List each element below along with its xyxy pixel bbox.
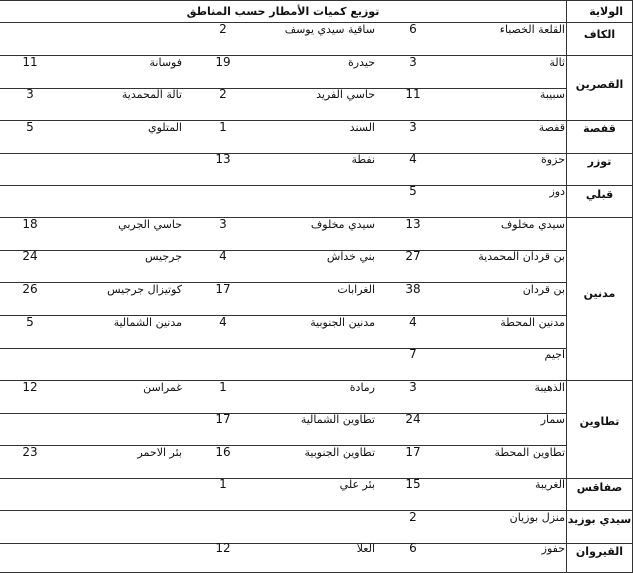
place-name: نفطة [351,153,375,166]
rainfall-value: 38 [405,281,421,296]
place-name: سيدي مخلوف [500,217,565,231]
rainfall-value: 17 [215,412,231,426]
rainfall-value: 4 [219,314,227,329]
place-name: جرجيس [144,250,182,263]
rainfall-value: 18 [22,216,38,231]
rainfall-value: 24 [22,249,38,263]
rainfall-value: 12 [22,379,38,394]
table-border-top [0,0,633,1]
rainfall-value: 4 [409,152,417,166]
place-name: سيدي مخلوف [310,217,375,231]
rainfall-value: 3 [219,216,227,231]
governorate-name: قبلي [585,188,614,201]
rainfall-value: 15 [405,477,421,491]
rainfall-value: 23 [22,444,38,459]
rainfall-value: 4 [409,314,417,329]
rainfall-value: 5 [26,314,34,329]
governorate-name: تطاوين [579,415,620,428]
place-name: حفوز [541,542,565,555]
place-name: بئر الاحمر [137,445,182,459]
place-name: مدنين الشمالية [113,315,182,329]
rainfall-value: 4 [219,249,227,263]
place-name: تطاوين الشمالية [300,413,375,426]
place-name: بن قردان [522,282,565,296]
rainfall-value: 3 [409,119,417,134]
rainfall-value: 17 [215,281,231,296]
rainfall-value: 26 [22,281,38,296]
row-separator [0,348,566,349]
row-separator [0,88,566,89]
rainfall-value: 3 [409,379,417,394]
rainfall-value: 27 [405,249,421,263]
place-name: السند [349,120,375,134]
rainfall-value: 1 [219,379,227,394]
header-title: توزيع كميات الأمطار حسب المناطق [186,5,380,18]
rainfall-value: 3 [409,54,417,69]
governorate-name: القصرين [575,78,624,91]
place-name: المتلوي [147,120,182,134]
rainfall-value: 6 [409,541,417,555]
header-wilaya: الولاية [589,5,623,18]
place-name: حاسي الجربي [118,217,182,231]
governorate-name: مدنين [583,287,616,300]
rainfall-value: 7 [409,347,417,361]
place-name: سبيبة [539,88,565,101]
rainfall-value: 11 [405,87,421,101]
place-name: بني خداش [326,250,375,263]
row-separator [0,445,566,446]
rainfall-value: 5 [409,184,417,198]
governorate-name: الكاف [583,28,616,41]
place-name: سمار [540,413,565,426]
rainfall-value: 24 [405,412,421,426]
governorate-name: القيروان [575,545,624,558]
rainfall-value: 2 [219,22,227,36]
rainfall-value: 11 [22,54,38,69]
rainfall-value: 16 [215,444,231,459]
place-name: كوتيزال جرجيس [107,282,182,296]
rainfall-value: 2 [409,509,417,524]
place-name: دوز [549,185,565,198]
rainfall-value: 17 [405,444,421,459]
place-name: ثالة [549,55,565,69]
place-name: الغريبة [534,478,565,491]
rainfall-value: 6 [409,22,417,36]
rainfall-value: 2 [219,87,227,101]
place-name: تالة المحمدية [121,88,182,101]
place-name: مدنين المحطة [500,315,565,329]
place-name: تطاوين المحطة [494,445,565,459]
place-name: حزوة [541,153,565,166]
place-name: غمراسن [143,380,182,394]
place-name: فوسانة [149,55,182,69]
row-separator [0,543,633,544]
rainfall-value: 1 [219,119,227,134]
place-name: حاسي الفريد [316,88,375,101]
governorate-name: توزر [587,155,612,168]
row-separator [0,315,566,316]
rainfall-value: 1 [219,477,227,491]
governorate-name: قفصة [583,122,616,135]
place-name: بن قردان المحمدية [478,250,565,263]
place-name: ساقية سيدي يوسف [284,23,375,36]
rainfall-value: 5 [26,119,34,134]
place-name: تطاوين الجنوبية [304,445,375,459]
rainfall-value: 13 [215,152,231,166]
place-name: منزل بوزيان [509,510,565,524]
place-name: اجيم [544,348,565,361]
rainfall-value: 3 [26,87,34,101]
place-name: مدنين الجنوبية [310,315,375,329]
place-name: الذهيبة [534,380,565,394]
place-name: رمادة [349,380,375,394]
row-separator [0,185,633,186]
place-name: القلعة الخصباء [499,23,565,36]
row-separator [0,282,566,283]
row-separator [0,55,633,56]
row-separator [0,413,566,414]
place-name: بئر علي [339,478,375,491]
governorate-name: سيدي بوزيد [567,513,632,526]
place-name: الغرابات [337,282,375,296]
place-name: قفصة [538,120,565,134]
place-name: العلا [356,542,375,555]
rainfall-value: 13 [405,216,421,231]
rainfall-value: 12 [215,541,231,555]
place-name: حيدرة [348,55,375,69]
governorate-name: صفاقس [576,481,623,494]
row-separator [0,153,633,154]
rainfall-value: 19 [215,54,231,69]
